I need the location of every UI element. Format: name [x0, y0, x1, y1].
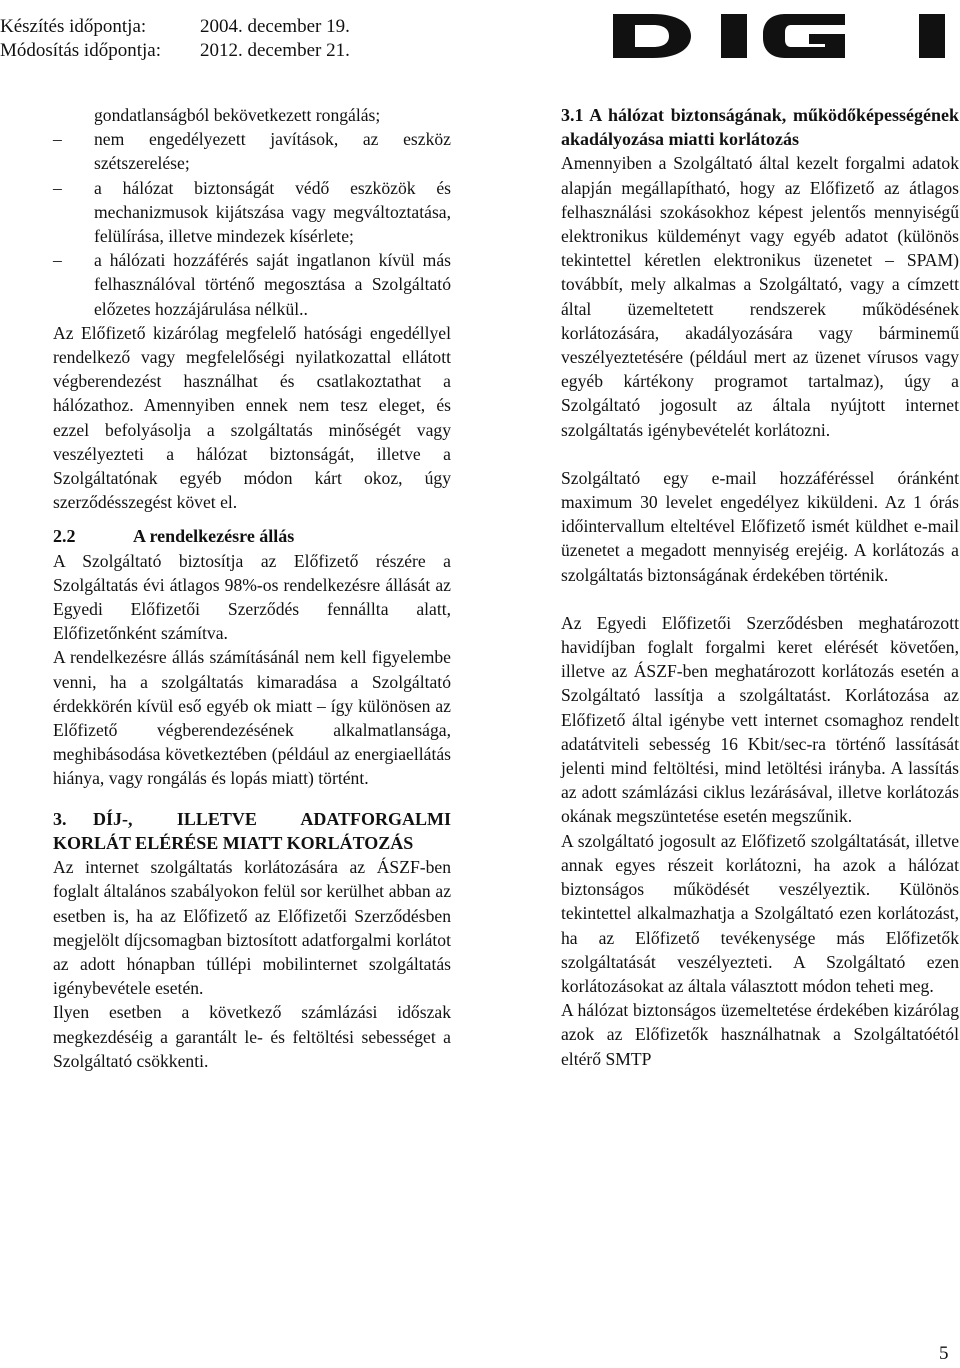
paragraph: A Szolgáltató biztosítja az Előfizető részére a Szolgáltatás évi átlagos 98%-os rendelkezésre állását az Egyedi Előfizetői Szerződés fennállta alatt, Előfizetőnként számítva. — [53, 550, 451, 644]
section-number: 3. — [53, 808, 67, 829]
list-item — [53, 248, 451, 321]
dash-bullet: – — [53, 250, 62, 271]
dash-bullet: – — [53, 129, 62, 150]
paragraph: A szolgáltató jogosult az Előfizető szolgáltatását, illetve annak egyes részeit korlátozni, ha azok a hálózat biztonságos működését veszélyeztik. Különös tekintettel alkalmazhatja a Szolgáltató ezen korlátozást, ha az Előfizető tevékenysége más Előfizetők szolgáltatását veszélyezteti. A Szolgáltató ezen korlátozásokat az általa választott módon teheti meg. — [561, 830, 959, 996]
list-item — [53, 176, 451, 249]
right-column — [561, 103, 959, 1071]
paragraph: Az internet szolgáltatás korlátozására az ÁSZF-ben foglalt általános szabályokon felül sor kerülhet abban az esetben is, ha az Előfizető az Előfizetői Szerződésben megjelölt díjcsomagban biztosított adatforgalmi korlátot az adott hónapban túllépi mobilinternet szolgáltatás igénybevétele esetén. — [53, 857, 451, 999]
created-label: Készítés időpontja: — [0, 16, 147, 37]
paragraph: Amennyiben a Szolgáltató által kezelt forgalmi adatok alapján megállapítható, hogy az Előfizető az átlagos felhasználási szokásokhoz képest jelentős mennyiségű elektronikus küldeményt vagy egyéb adatot (különös tekintettel kéretlen elektronikus üzenetet – SPAM) továbbít, mely alkalmas a Szolgáltató, vagy a címzett által üzemeltetett rendszerek működésének korlátozására, akadályozására vagy bárminemű veszélyeztetésére (például mert az üzenet vírusos vagy egyéb kártékony programot tartalmaz), úgy a Szolgáltató jogosult az általa nyújtott internet szolgáltatás igénybevételét korlátozni. — [561, 153, 959, 440]
spacer — [561, 442, 959, 466]
section-title: A rendelkezésre állás — [133, 526, 295, 547]
dash-bullet: – — [53, 177, 62, 198]
paragraph: Szolgáltató egy e-mail hozzáféréssel óránként maximum 30 levelet engedélyez kiküldeni. Az 1 órás időintervallum elteltével Előfizető ismét küldhet e-mail üzenetet a megadott mennyiség erejéig. A korlátozás a szolgáltatás biztonságának érdekében történik. — [561, 467, 959, 585]
created-date: 2004. december 19. — [200, 16, 350, 37]
section-heading: 3.1 A hálózat biztonságának, működőképességének akadályozása miatti korlátozás — [561, 105, 959, 150]
list-item-text: a hálózati hozzáférés saját ingatlanon kívül más felhasználóval történő megosztása a Szolgáltató előzetes hozzájárulása nélkül.. — [94, 250, 451, 319]
paragraph: A rendelkezésre állás számításánál nem kell figyelembe venni, ha a szolgáltatás kimaradása a Szolgáltató érdekkörén kívül eső egyéb ok miatt – így különösen az Előfizető végberendezésének alkalmatlansága, meghibásodása következtében (például az energiaellátás hiánya, vagy rongálás és lopás miatt) történt. — [53, 647, 451, 789]
section-heading — [53, 791, 451, 855]
list-item — [53, 127, 451, 175]
paragraph: Az Előfizető kizárólag megfelelő hatósági engedéllyel rendelkező vagy megfelelőségi nyilatkozattal ellátott végberendezést használhat és csatlakoztathat a hálózathoz. Amennyiben ennek nem tesz eleget, és ezzel befolyásolja a szolgáltatás minőségét vagy veszélyezteti a hálózat biztonságát, illetve a Szolgáltatónak egyéb módon kárt okoz, úgy szerződésszegést követ el. — [53, 322, 451, 513]
list-item-text: a hálózat biztonságát védő eszközök és mechanizmusok kijátszása vagy megváltoztatása, felülírása, illetve mindezek kísérlete; — [94, 177, 451, 247]
section-heading — [53, 514, 451, 548]
spacer — [561, 587, 959, 611]
list-item-text: nem engedélyezett javítások, az eszköz szétszerelése; — [94, 129, 451, 174]
page-header — [0, 8, 960, 61]
section-title: DÍJ-, ILLETVE ADATFORGALMI KORLÁT ELÉRÉSE MIATT KORLÁTOZÁS — [53, 808, 451, 853]
page-number: 5 — [939, 1343, 949, 1364]
paragraph: Ilyen esetben a következő számlázási időszak megkezdéséig a garantált le- és feltöltési sebességet a Szolgáltató csökkenti. — [53, 1002, 451, 1071]
paragraph: A hálózat biztonságos üzemeltetése érdekében kizárólag azok az Előfizetők használhatnak a Szolgáltatóétól eltérő SMTP — [561, 1000, 959, 1069]
section-number: 2.2 — [53, 526, 76, 547]
modified-row — [0, 40, 350, 62]
left-column — [53, 103, 451, 1073]
modified-label: Módosítás időpontja: — [0, 40, 161, 61]
list-continuation: gondatlanságból bekövetkezett rongálás; — [94, 105, 381, 125]
paragraph: Az Egyedi Előfizetői Szerződésben meghatározott havidíjban foglalt forgalmi keret elérését követően, illetve az ÁSZF-ben meghatározott korlátozás esetén a Szolgáltató lassítja a szolgáltatást. Korlátozása az Előfizető által igénybe vett internet csomaghoz rendelt adatátviteli sebesség 16 Kbit/sec-ra történő lassítását jelenti mind feltöltési, mind letöltési irányba. A lassítás az adott számlázási ciklus lezárásával, illetve korlátozás okának megszüntetése esetén megszűnik. — [561, 612, 959, 827]
created-row — [0, 16, 350, 38]
modified-date: 2012. december 21. — [200, 40, 350, 61]
digi-logo — [613, 14, 945, 58]
